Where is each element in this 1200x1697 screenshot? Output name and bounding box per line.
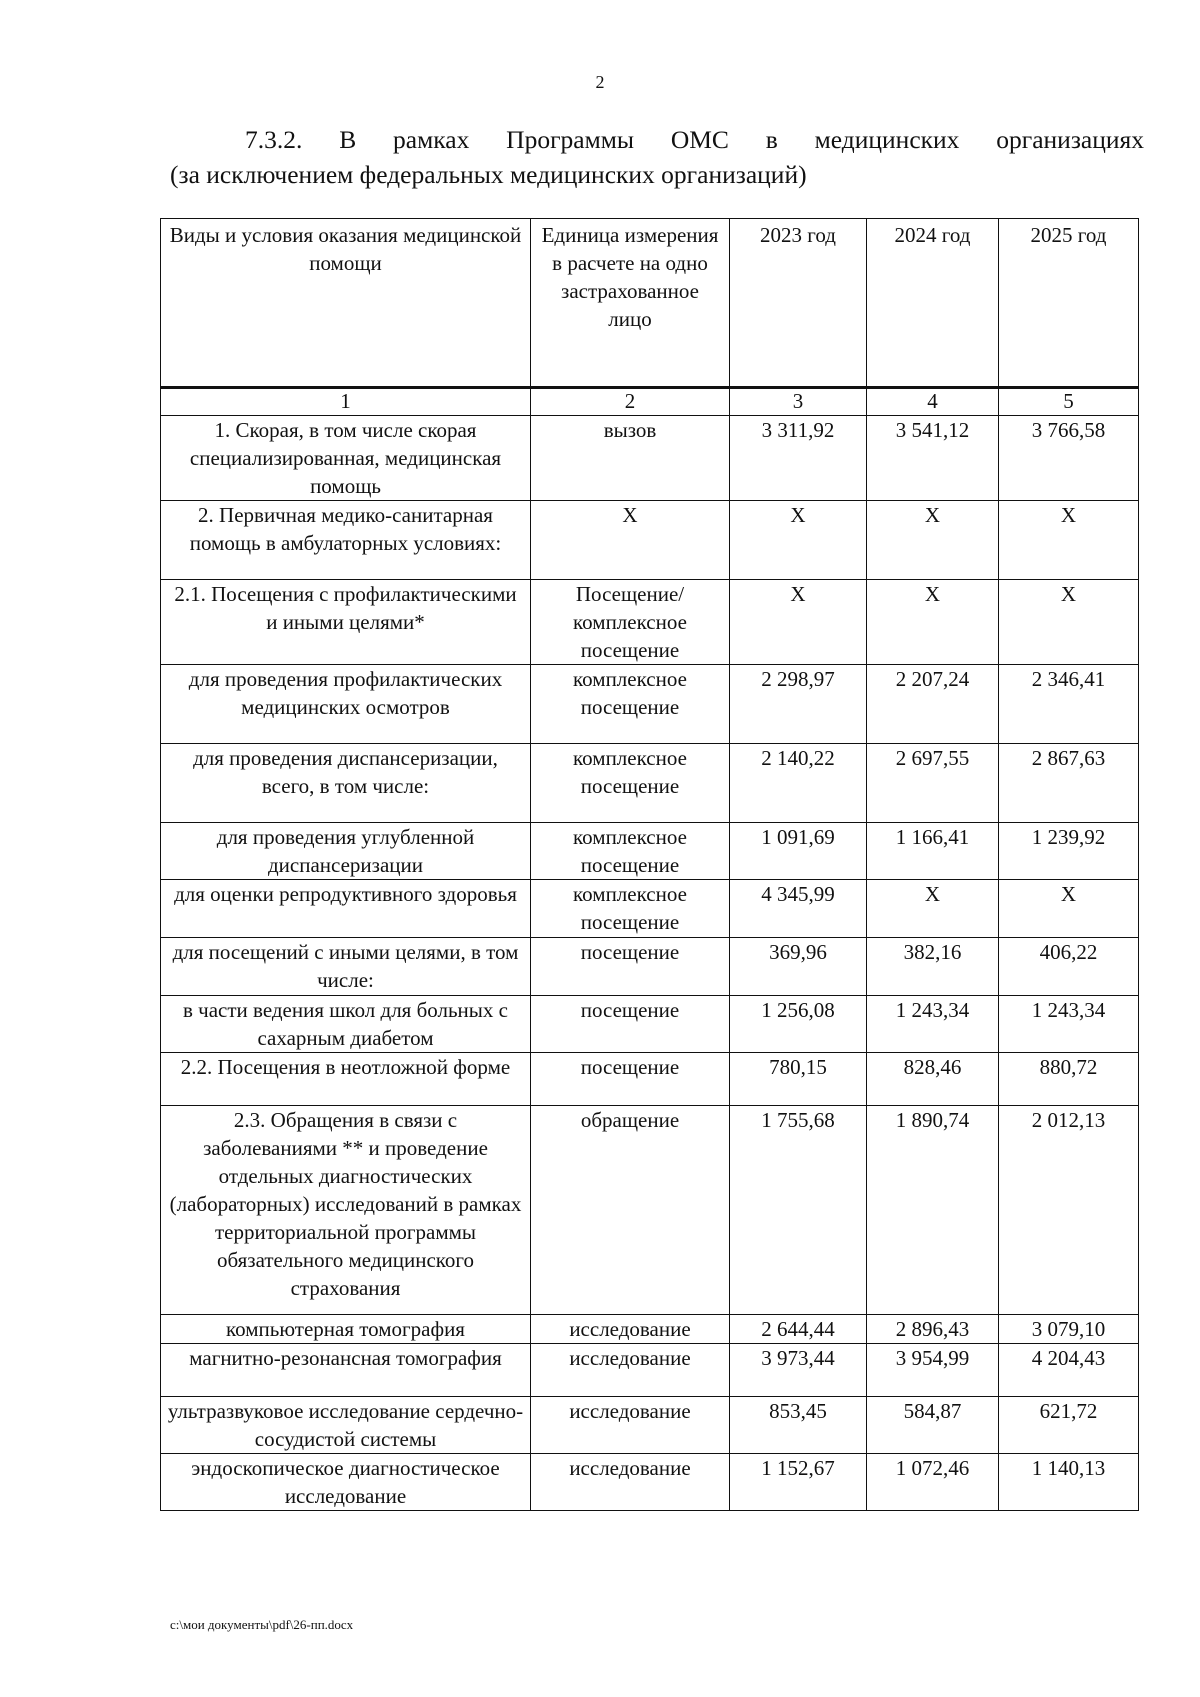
row-unit-cell: Посещение/ комплексное посещение	[531, 580, 730, 665]
row-2025-cell: Х	[999, 501, 1139, 580]
row-2025-cell: 3 079,10	[999, 1315, 1139, 1344]
row-type-cell: компьютерная томография	[161, 1315, 531, 1344]
row-type-cell: для проведения углубленной диспансеризации	[161, 823, 531, 880]
row-2023-cell: 1 152,67	[730, 1454, 867, 1511]
row-type-cell: для проведения профилактических медицинских осмотров	[161, 665, 531, 744]
column-number: 5	[999, 388, 1139, 416]
table-row	[161, 996, 1139, 1053]
row-2024-cell: Х	[867, 880, 999, 938]
row-2023-cell: 369,96	[730, 938, 867, 996]
row-unit-cell: исследование	[531, 1454, 730, 1511]
row-type-cell: 1. Скорая, в том числе скорая специализированная, медицинская помощь	[161, 416, 531, 501]
row-unit-cell: комплексное посещение	[531, 823, 730, 880]
table-row	[161, 1106, 1139, 1315]
table-row	[161, 1344, 1139, 1397]
row-type-cell: в части ведения школ для больных с сахарным диабетом	[161, 996, 531, 1053]
row-type-cell: для оценки репродуктивного здоровья	[161, 880, 531, 938]
row-2025-cell: 1 243,34	[999, 996, 1139, 1053]
row-2023-cell: 3 973,44	[730, 1344, 867, 1397]
row-2025-cell: 1 239,92	[999, 823, 1139, 880]
row-2024-cell: 1 166,41	[867, 823, 999, 880]
column-number: 2	[531, 388, 730, 416]
row-2024-cell: 382,16	[867, 938, 999, 996]
row-2025-cell: Х	[999, 880, 1139, 938]
table-row	[161, 1315, 1139, 1344]
row-2023-cell: 3 311,92	[730, 416, 867, 501]
table-row	[161, 1454, 1139, 1511]
row-type-cell: магнитно-резонансная томография	[161, 1344, 531, 1397]
table-row	[161, 938, 1139, 996]
row-2024-cell: 3 541,12	[867, 416, 999, 501]
row-unit-cell: вызов	[531, 416, 730, 501]
rates-table	[160, 218, 1139, 1511]
row-type-cell: 2.2. Посещения в неотложной форме	[161, 1053, 531, 1106]
row-2024-cell: 2 896,43	[867, 1315, 999, 1344]
table-row	[161, 744, 1139, 823]
row-2025-cell: 3 766,58	[999, 416, 1139, 501]
row-2024-cell: 828,46	[867, 1053, 999, 1106]
row-unit-cell: исследование	[531, 1344, 730, 1397]
table-row	[161, 1397, 1139, 1454]
row-2024-cell: 3 954,99	[867, 1344, 999, 1397]
section-heading-line2: (за исключением федеральных медицинских организаций)	[170, 160, 807, 189]
header-2024: 2024 год	[867, 219, 999, 388]
row-unit-cell: комплексное посещение	[531, 880, 730, 938]
row-2025-cell: 2 012,13	[999, 1106, 1139, 1315]
row-2024-cell: 1 890,74	[867, 1106, 999, 1315]
table-row	[161, 501, 1139, 580]
row-unit-cell: Х	[531, 501, 730, 580]
section-heading-line1: 7.3.2. В рамках Программы ОМС в медицинских организациях	[245, 125, 1144, 154]
row-unit-cell: посещение	[531, 1053, 730, 1106]
row-2025-cell: 2 346,41	[999, 665, 1139, 744]
row-2024-cell: 2 697,55	[867, 744, 999, 823]
column-number: 3	[730, 388, 867, 416]
row-unit-cell: посещение	[531, 996, 730, 1053]
row-unit-cell: комплексное посещение	[531, 665, 730, 744]
row-2023-cell: 4 345,99	[730, 880, 867, 938]
column-number: 4	[867, 388, 999, 416]
row-2023-cell: 853,45	[730, 1397, 867, 1454]
column-number: 1	[161, 388, 531, 416]
row-unit-cell: комплексное посещение	[531, 744, 730, 823]
page-number: 2	[595, 72, 605, 92]
row-type-cell: эндоскопическое диагностическое исследование	[161, 1454, 531, 1511]
row-2023-cell: 1 091,69	[730, 823, 867, 880]
row-2023-cell: Х	[730, 580, 867, 665]
column-number-row	[161, 388, 1139, 416]
row-2023-cell: 2 298,97	[730, 665, 867, 744]
row-2024-cell: Х	[867, 580, 999, 665]
row-2023-cell: 2 644,44	[730, 1315, 867, 1344]
table-row	[161, 1053, 1139, 1106]
row-2025-cell: 621,72	[999, 1397, 1139, 1454]
table-row	[161, 880, 1139, 938]
row-2023-cell: 1 755,68	[730, 1106, 867, 1315]
row-type-cell: 2.1. Посещения с профилактическими и иными целями*	[161, 580, 531, 665]
header-2025: 2025 год	[999, 219, 1139, 388]
row-type-cell: ультразвуковое исследование сердечно-сосудистой системы	[161, 1397, 531, 1454]
row-type-cell: 2. Первичная медико-санитарная помощь в амбулаторных условиях:	[161, 501, 531, 580]
header-unit: Единица измерения в расчете на одно застрахованное лицо	[531, 219, 730, 388]
file-path-footer: c:\мои документы\pdf\26-пп.docx	[170, 1617, 354, 1632]
row-2024-cell: 584,87	[867, 1397, 999, 1454]
row-2024-cell: 1 072,46	[867, 1454, 999, 1511]
row-2025-cell: 4 204,43	[999, 1344, 1139, 1397]
header-type: Виды и условия оказания медицинской помощи	[161, 219, 531, 388]
table-row	[161, 580, 1139, 665]
row-2025-cell: Х	[999, 580, 1139, 665]
row-2025-cell: 880,72	[999, 1053, 1139, 1106]
header-2023: 2023 год	[730, 219, 867, 388]
table-header-row	[161, 219, 1139, 388]
row-2024-cell: 2 207,24	[867, 665, 999, 744]
row-2023-cell: Х	[730, 501, 867, 580]
row-unit-cell: посещение	[531, 938, 730, 996]
row-unit-cell: обращение	[531, 1106, 730, 1315]
row-unit-cell: исследование	[531, 1397, 730, 1454]
row-2025-cell: 2 867,63	[999, 744, 1139, 823]
row-2023-cell: 1 256,08	[730, 996, 867, 1053]
table-row	[161, 416, 1139, 501]
section-heading	[170, 122, 1144, 192]
table-row	[161, 665, 1139, 744]
row-2025-cell: 406,22	[999, 938, 1139, 996]
row-type-cell: для посещений с иными целями, в том числе:	[161, 938, 531, 996]
row-unit-cell: исследование	[531, 1315, 730, 1344]
row-2024-cell: 1 243,34	[867, 996, 999, 1053]
table-row	[161, 823, 1139, 880]
row-type-cell: 2.3. Обращения в связи с заболеваниями ** и проведение отдельных диагностических (лабораторных) исследований в рамках территориальной программы обязательного медицинского страхования	[161, 1106, 531, 1315]
row-2023-cell: 780,15	[730, 1053, 867, 1106]
row-2025-cell: 1 140,13	[999, 1454, 1139, 1511]
row-2023-cell: 2 140,22	[730, 744, 867, 823]
row-2024-cell: Х	[867, 501, 999, 580]
row-type-cell: для проведения диспансеризации, всего, в том числе:	[161, 744, 531, 823]
